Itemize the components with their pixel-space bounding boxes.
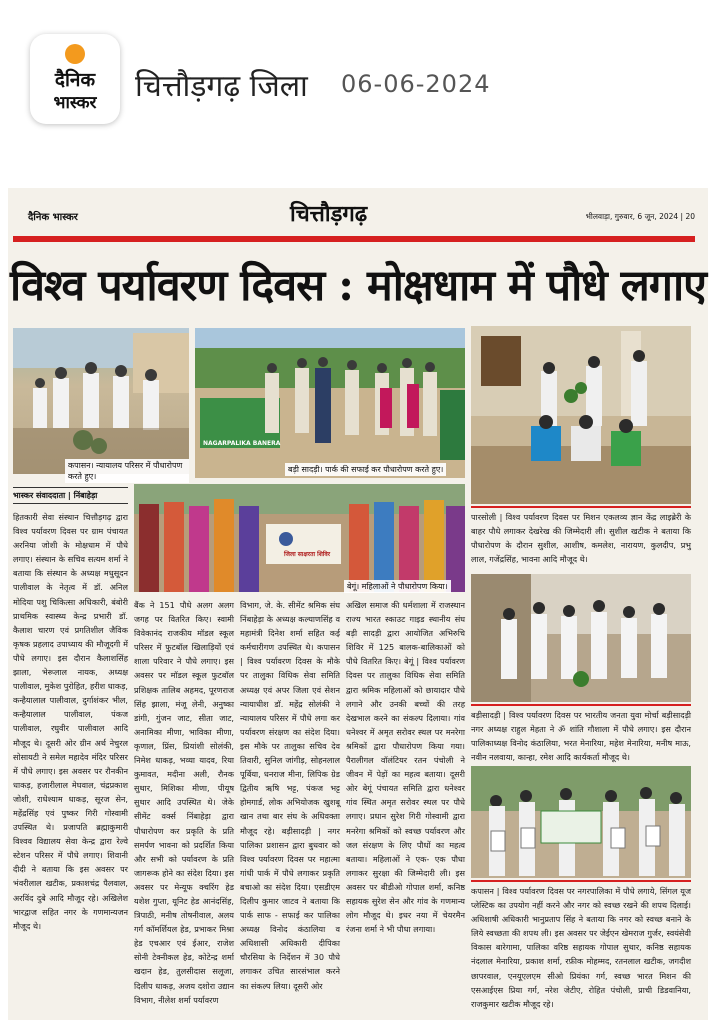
article-column-4: अखिल समाज की धर्मशाला में राजस्थान राज्य भारत स्काउट गाइड स्थानीय संघ बड़ी सादड़ी द्वारा आयोजित अभिरुचि शिविर में 125 बालक-बालिकाओं को पौधे वितरित किए। बेगूं | विश्व पर्यावरण दिवस पर तालुका विधिक सेवा समिति द्वारा श्रमिक महिलाओं को छायादार पौधे लगाने और उनकी बच्चों की तरह देखभाल करने का संकल्प दिलाया। गांव धनेश्वर में अमृत सरोवर स्थल पर मनरेगा श्रमिकों द्वारा पौधारोपण किया गया। पैरालीगल वॉलंटियर रतन पंचोली ने जीवन में पेड़ों का महत्व बताया। दूसरी ओर बेगूं पंचायत समिति द्वारा धनेश्वर गांव स्थित अमृत सरोवर स्थल पर पौधे लगाए। प्रधान सुरेश गिरी गोस्वामी द्वारा मनरेगा श्रमिकों को स्वच्छ पर्यावरण और जल संरक्षण के लिए पौधों का महत्व बताया। महिलाओं ने एक- एक पौधा लगाकर सुरक्षा की जिम्मेदारी ली। इस अवसर पर बीडीओ गोपाल शर्मा, कनिष्ठ सहायक सुरेश सेन और गांव के गणमान्य लोग मौजूद थे। इधर नया में चेयरमैन रंजना शर्मा ने भी पौधा लगाया। (346, 600, 465, 935)
masthead-city: चित्तौड़गढ़ (290, 202, 368, 227)
sun-icon (65, 44, 85, 64)
article-badisadri-bjym: बड़ीसादड़ी | विश्व पर्यावरण दिवस पर भारतीय जनता युवा मोर्चा बड़ीसादड़ी नगर अध्यक्ष राहुल मेहता ने ॐ शांति गौशाला में पौधे लगाए। इस दौरान पालिकाध्यक्ष विनोद कंठालिया, भरत मेनारिया, महेश मेनारिया, मनीष माऊ, नवीन नलवाया, कान्हा, रमेश आदि कार्यकर्ता मौजूद थे। (471, 710, 691, 763)
article-kapasan-nagarpalika: कपासन | विश्व पर्यावरण दिवस पर नगरपालिका में पौधे लगाये, सिंगल यूज प्लेस्टिक का उपयोग नहीं करने और नगर को स्वच्छ रखने की शपथ दिलाई। अधिशाषी अधिकारी भानुप्रताप सिंह ने बताया कि नगर को स्वच्छ बनाने के लिये स्वच्छता की शपथ ली। इस अवसर पर जेईएन खेमराज गुर्जर, स्वयंसेवी विकास बारेगामा, पालिका वरिष्ठ सहायक गोपाल सुथार, कनिष्ठ सहायक नंदलाल मेनारिया, प्रकाश शर्मा, रफ़ीक मोहम्मद, रतनलाल खटीक, जगदीश छापरवाल, एनयूएलएम सीओ प्रियंका गर्ग, स्वच्छ भारत मिशन की एसआईएस प्रिया गर्ग, नरेश जेटीए, रोहित पंचोली, प्राची डिडवानिया, राजकुमार खटीक मौजूद रहे। (471, 886, 691, 1009)
logo-line2: भास्कर (53, 93, 97, 113)
app-header (0, 0, 715, 172)
banner-nagarpalika: NAGARPALIKA BANERA (203, 440, 281, 447)
masthead-dateline: भीलवाड़ा, गुरुवार, 6 जून, 2024 | 20 (585, 212, 695, 221)
article-column-2: बैंक ने 151 पौधे अलग अलग जगह पर वितरित किए। स्वामी विवेकानंद राजकीय मॉडल स्कूल परिसर में फुटबॉल खिलाड़ियों एवं शाला परिवार ने पौधे लगाए। इस अवसर पर मॉडल स्कूल फुटबॉल प्रशिक्षक तालिब अहमद, पूरणराज सिंह झाला, मंजू लेनी, अनुष्का डांगी, गुंजन जाट, सीता जाट, अनामिका मीणा, भाविका मीणा, कृणाल, प्रिंस, प्रियांशी सोलंकी, निमेश धाकड़, भव्या यादव, रिया कुमावत, मदीना अली, रौनक सुथार, मिशिका मीणा, पीयूष सुथार आदि उपस्थित थे। जेके सीमेंट वर्क्स निंबाहेड़ा द्वारा पौधारोपण कर प्रकृति के प्रति समर्पण भावना को प्रदर्शित किया और सभी को पर्यावरण के प्रति जागरूक होने का संदेश दिया। इस अवसर पर मेन्यूफ क्चरिंग हेड यशेश गुप्ता, यूनिट हेड आनंदसिंह, त्रिपाठी, मनीष तोषनीवाल, अलय गर्ग कॉमर्शियल हेड, प्रभाकर मिश्रा हेड एचआर एवं ईआर, राजेश सोनी टेक्नीकल हेड, कोटेन्द्र शर्मा खदान हेड, तुलसीदास सलूजा, दिलीप धाकड़, अजय दशोरा उद्यान विभाग, नीलेश शर्मा पर्यावरण (134, 600, 234, 1005)
byline: भास्कर संवाददाता | निंबाहेड़ा (13, 487, 128, 504)
banner-shivir: जिला साक्षरता शिविर (284, 551, 331, 558)
caption-photo1: कपासन। न्यायालय परिसर में पौधारोपण करते हुए। (65, 459, 189, 483)
photo-badisadri-park (195, 328, 465, 478)
district-title: चित्तौड़गढ़ जिला (135, 69, 308, 104)
caption-photo2: बड़ी सादड़ी। पार्क की सफाई कर पौधारोपण करते हुए। (285, 463, 446, 476)
divider-right-3 (471, 880, 691, 882)
photo-badisadri-gaushala (471, 574, 691, 702)
dainik-bhaskar-logo[interactable] (30, 34, 120, 124)
logo-line1: दैनिक (54, 69, 96, 91)
photo-parsoli-library (471, 326, 691, 504)
photo-begun-women (134, 484, 465, 592)
masthead-rule (13, 236, 695, 242)
divider-right-2 (471, 704, 691, 706)
caption-photo4: बेगूं। महिलाओं ने पौधारोपण किया। (344, 580, 451, 593)
article-column-3: विभाग, जे. के. सीमेंट श्रमिक संघ निंबाहेड़ा के अध्यक्ष कल्याणसिंह व महामंत्री दिनेश शर्मा सहित कई कर्मचारीगण उपस्थित थे। कपासन | विश्व पर्यावरण दिवस के मौके पर तालुका विधिक सेवा समिति अध्यक्ष एवं अपर जिला एवं सेशन न्यायाधीश डॉ. महेंद्र सोलंकी ने न्यायालय परिसर में पौधे लगा कर पर्यावरण संरक्षण का संदेश दिया। इस मौके पर तालुका सचिव देव तिवारी, सुनिल जांगीड़, सोहनलाल पूर्बिया, धनराज मीना, लिपिक ग्रेड द्वितीय ऋषि भट्ट, पंकज भट्ट होमगार्ड, लोक अभियोजक खुशबू खान तथा बार संघ के अधिवक्ता मौजूद रहे। बड़ीसादड़ी | नगर पालिका प्रशासन द्वारा बुधवार को विश्व पर्यावरण दिवस पर महात्मा गांधी पार्क में पौधे लगाकर प्रकृति बचाओ का संदेश दिया। एसडीएम दिलीप कुमार जाटव ने बताया कि पार्क साफ - सफाई कर पालिका अध्यक्ष विनोद कंठालिया व अधिशासी अधिकारी दीपिका चौरसिया के निर्देशन में 30 पौधे लगाकर उचित सारसंभाल करने का संकल्प लिया। दूसरी ओर (240, 600, 340, 991)
article-column-1: हितकारी सेवा संस्थान चित्तौड़गढ़ द्वारा विश्व पर्यावरण दिवस पर ग्राम पंचायत अरनिया जोशी के मोक्षधाम में पौधे लगाए। संस्थान के सचिव सत्यम शर्मा ने बताया कि संस्थान के अध्यक्ष मधुसूदन पालीवाल के नेतृत्व में डॉ. अनिल मोदिया पशु चिकित्सा अधिकारी, बंबोरी प्राथमिक स्वास्थ्य केन्द्र प्रभारी डॉ. कैलाश चारण एवं प्रगतिशील जैविक कृषक प्रहलाद उपाध्याय की मौजूदगी में पौधे लगाए। इस दौरान कैलाशसिंह झाला, भेरूलाल नायक, अध्यक्ष पालीवाल, मुकेश पुरोहित, हरीश धाकड़, कन्हैयालाल पालीवाल, दुर्गाशंकर भील, कन्हैयालाल पालीवाल, पंकज पालीवाल, रघुवीर पालीवाल आदि मौजूद थे। दूसरी ओर ग्रीन अर्थ नेचुरल सोसायटी ने समेल महादेव मंदिर परिसर में पौधे लगाए। इस अवसर पर रौनकीन धाकड़, हजारीलाल मेघवाल, चंद्रप्रकाश जोशी, राधेश्याम धाकड़, सूरज सेन, महेंद्रसिंह एवं पुष्कर गिरी गोस्वामी उपस्थित थे। प्रजापति ब्रह्माकुमारी विश्वव विद्यालय सेवा केन्द्र द्वारा रेल्वे स्टेशन परिसर में पौधे लगाए। शिवानी दीदी ने बताया कि इस अवसर पर भंवरीलाल खटीक, प्रकाशचंद्र पैलवाल, अरविंद दुबे आदि मौजूद रहे। अखिलेश भारद्वाज सहित नगर के गणमान्यजन मौजूद थे। (13, 512, 128, 931)
headline: विश्व पर्यावरण दिवस : मोक्षधाम में पौधे लगाए (10, 261, 706, 311)
photo-kapasan-court (13, 328, 189, 481)
divider-right-1 (471, 506, 691, 508)
edition-date: 06-06-2024 (341, 70, 491, 98)
photo-kapasan-nagarpalika (471, 766, 691, 878)
masthead-brand: दैनिक भास्कर (28, 212, 78, 223)
article-parsoli: पारसोली | विश्व पर्यावरण दिवस पर मिशन एकलव्य ज्ञान केंद्र लाइब्रेरी के बाहर पौधे लगाकर देखरेख की जिम्मेदारी ली। सुशील खटीक ने बताया कि पौधारोपण के दौरान सुशील, आशीष, कमलेश, नारायण, कुलदीप, प्रभु लाल, गजेंद्रसिंह, भावना आदि मौजूद थे। (471, 512, 691, 565)
